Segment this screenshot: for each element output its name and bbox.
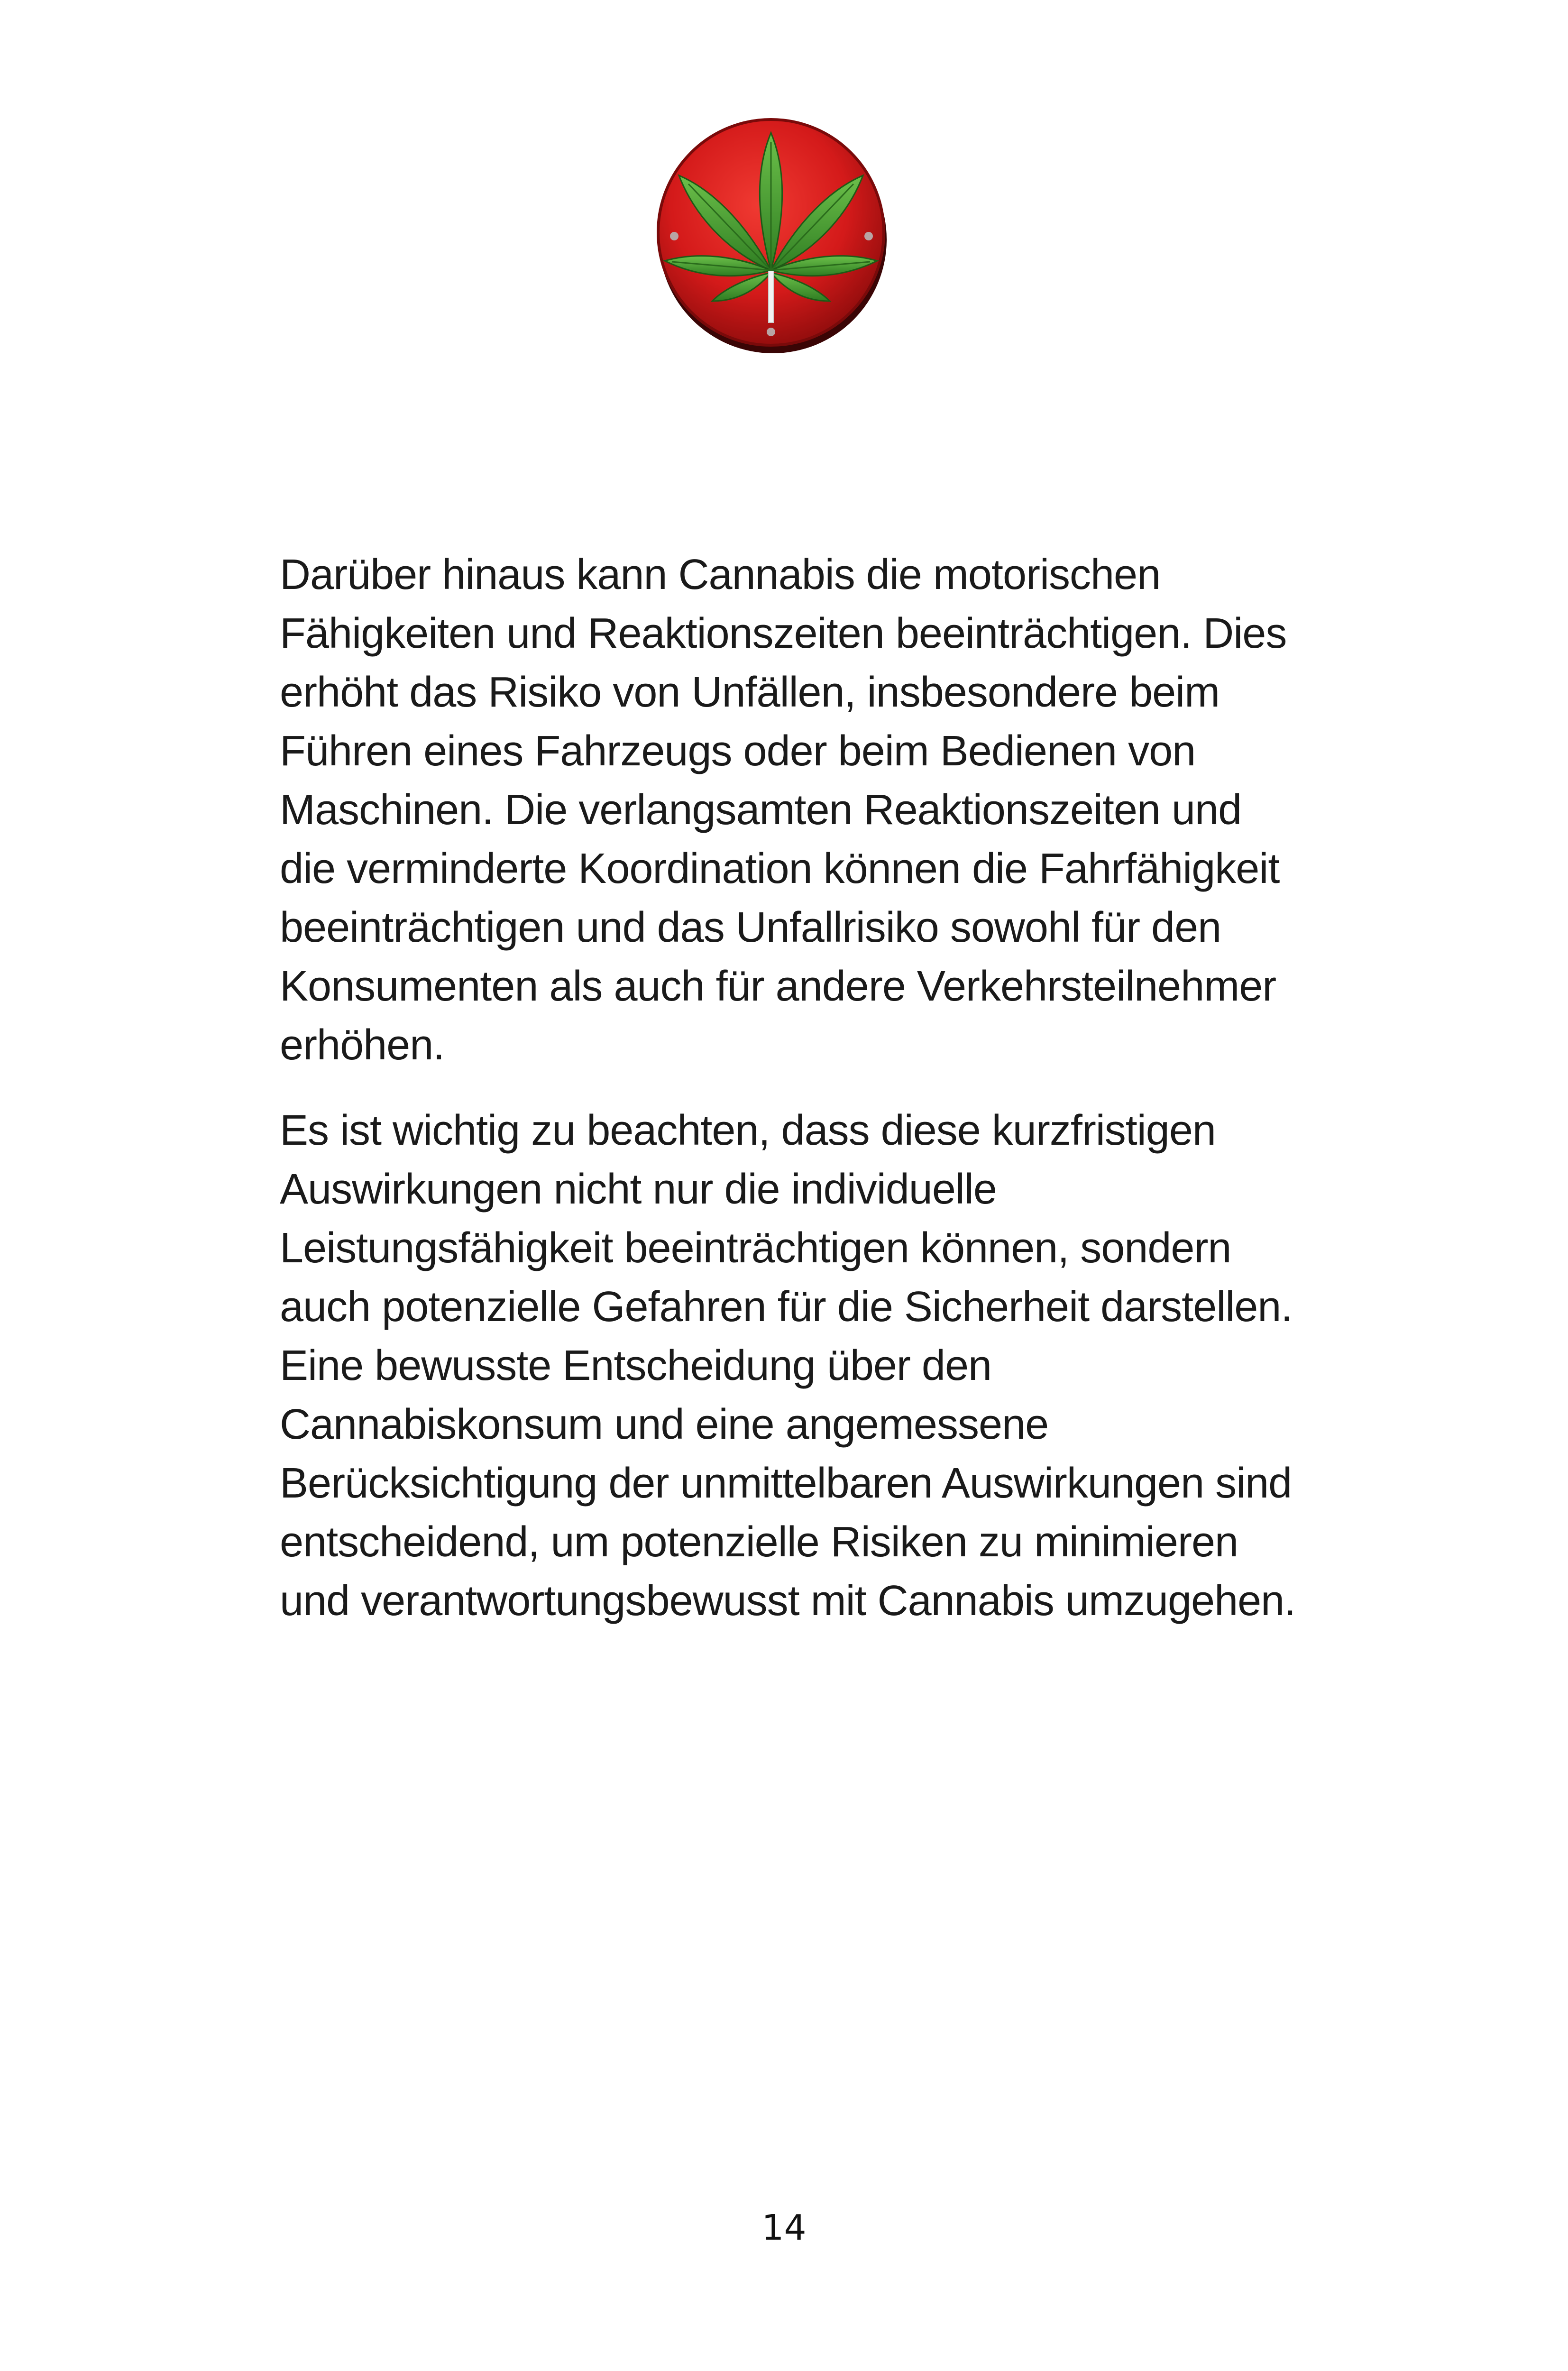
page-number: 14 — [761, 2207, 807, 2248]
paragraph-2: Es ist wichtig zu beachten, dass diese kurzfristigen Auswirkungen nicht nur die individuelle Leistungsfähigkeit beeinträchtigen können, sondern auch potenzielle Gefahren für die Sicherheit darstellen. Eine bewusste Entscheidung über den Cannabiskonsum und eine angemessene Berücksichtigung der unmittelbaren Auswirkungen sind entscheidend, um potenzielle Risiken zu minimieren und verantwortungsbewusst mit Cannabis umzugehen. — [280, 1107, 1296, 1625]
cannabis-badge — [654, 114, 891, 356]
paragraph-1: Darüber hinaus kann Cannabis die motorischen Fähigkeiten und Reaktionszeiten beeinträchtigen. Dies erhöht das Risiko von Unfällen, insbesondere beim Führen eines Fahrzeugs oder beim Bedienen von Maschinen. Die verlangsamten Reaktionszeiten und die verminderte Koordination können die Fahrfähigkeit beeinträchtigen und das Unfallrisiko sowohl für den Konsumenten als auch für andere Verkehrsteilnehmer erhöhen. — [280, 551, 1287, 1069]
cannabis-leaf-icon — [654, 114, 891, 356]
body-text — [280, 545, 1304, 1657]
